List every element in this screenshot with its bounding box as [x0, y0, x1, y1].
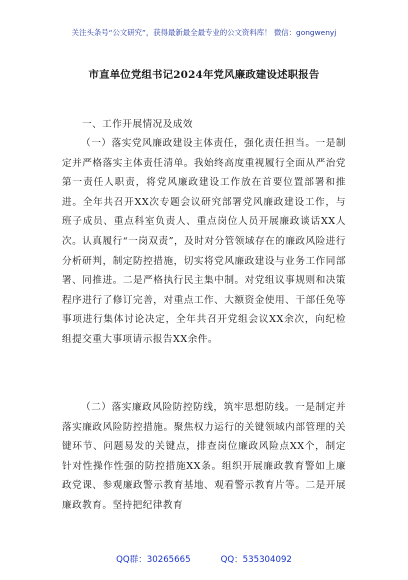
body-paragraph-2-block [62, 398, 346, 516]
header-promo-banner: 关注头条号“公文研究”，获得最新最全最专业的公文资料库！ 微信：gongwenyj [71, 28, 337, 37]
body-paragraph-1: （一）落实党风廉政建设主体责任，强化责任担当。一是制定并严格落实主体责任清单。我始终高度重视履行全面从严治党第一责任人职责，将党风廉政建设工作放在首要位置部署和推进。全年共召开XX次专题会议研究部署党风廉政建设工作，与班子成员、重点科室负责人、重点岗位人员开展廉政谈话XX人次。认真履行“一岗双责”，及时对分管领域存在的廉政风险进行分析研判，制定防控措施，切实将党风廉政建设与业务工作同部署、同推进。二是严格执行民主集中制。对党组议事规则和决策程序进行了修订完善，对重点工作、大额资金使用、干部任免等事项进行集体讨论决定，全年共召开党组会议XX余次，向纪检组提交重大事项请示报告XX余件。 [62, 138, 346, 345]
footer-qq-number: QQ：535304092 [220, 555, 292, 565]
footer-contact-bar [0, 553, 408, 565]
body-paragraph-2: （二）落实廉政风险防控防线，筑牢思想防线。一是制定并落实廉政风险防控措施。聚焦权力运行的关键领域内部管理的关键环节、问题易发的关键点，排查岗位廉政风险点XX个，制定针对性操作性强的防控措施XX条。组织开展廉政教育警如上廉政党课、参观廉政警示教育基地、观看警示教育片等。二是开展廉政教育。坚持把纪律教育 [62, 402, 346, 511]
section-heading: 一、工作开展情况及成效 [82, 119, 194, 130]
body-paragraph-1-block [62, 134, 346, 350]
document-title: 市直单位党组书记2024年党风廉政建设述职报告 [88, 69, 320, 81]
footer-qq-group: QQ群：30265665 [116, 555, 191, 565]
